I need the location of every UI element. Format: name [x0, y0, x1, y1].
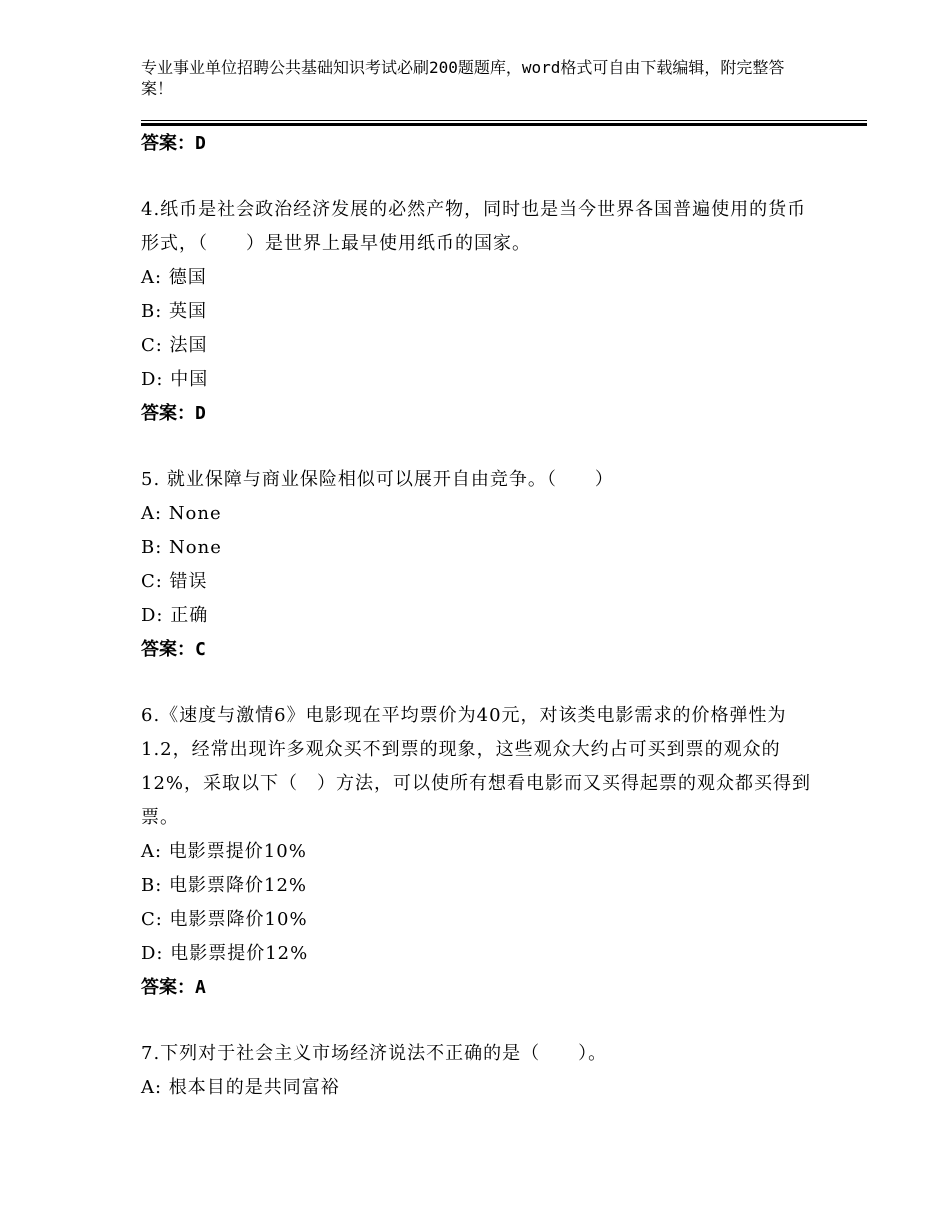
- question-text: 7.下列对于社会主义市场经济说法不正确的是（ ）。: [141, 1043, 608, 1064]
- answer-value: D: [195, 133, 206, 154]
- header-rule-thin: [141, 120, 867, 121]
- question-text: 4.纸币是社会政治经济发展的必然产物，同时也是当今世界各国普遍使用的货币形式，（ ）是世界上最早使用纸币的国家。: [141, 199, 807, 254]
- answer-line: [141, 127, 821, 161]
- question-text: 6.《速度与激情6》电影现在平均票价为40元，对该类电影需求的价格弹性为1.2，经常出现许多观众买不到票的现象，这些观众大约占可买到票的观众的12%，采取以下（ ）方法，可以使所有想看电影而又买得起票的观众都买得到票。: [141, 705, 812, 828]
- option-c: C: 电影票降价10%: [141, 909, 308, 930]
- answer-line: [141, 971, 821, 1005]
- answer-label: 答案：: [141, 639, 195, 660]
- option-c: C: 错误: [141, 571, 208, 592]
- option-b: B: 电影票降价12%: [141, 875, 308, 896]
- answer-label: 答案：: [141, 403, 195, 424]
- answer-value: D: [195, 403, 206, 424]
- option-a: A: None: [141, 503, 222, 524]
- option-b: B: None: [141, 537, 222, 558]
- answer-line: [141, 633, 821, 667]
- option-a: A: 电影票提价10%: [141, 841, 307, 862]
- document-header: [141, 57, 801, 99]
- option-b: B: 英国: [141, 301, 208, 322]
- answer-label: 答案：: [141, 133, 195, 154]
- header-rule-thick: [141, 123, 867, 126]
- answer-line: [141, 397, 821, 431]
- document-body: [141, 127, 821, 1105]
- option-d: D: 正确: [141, 605, 209, 626]
- option-d: D: 中国: [141, 369, 209, 390]
- option-a: A: 根本目的是共同富裕: [141, 1077, 340, 1098]
- answer-label: 答案：: [141, 977, 195, 998]
- option-c: C: 法国: [141, 335, 208, 356]
- question-text: 5. 就业保障与商业保险相似可以展开自由竞争。（ ）: [141, 469, 614, 490]
- option-a: A: 德国: [141, 267, 207, 288]
- answer-value: C: [195, 639, 206, 660]
- option-d: D: 电影票提价12%: [141, 943, 309, 964]
- answer-value: A: [195, 977, 206, 998]
- header-title: 专业事业单位招聘公共基础知识考试必刷200题题库，word格式可自由下载编辑，附完整答案！: [141, 58, 785, 98]
